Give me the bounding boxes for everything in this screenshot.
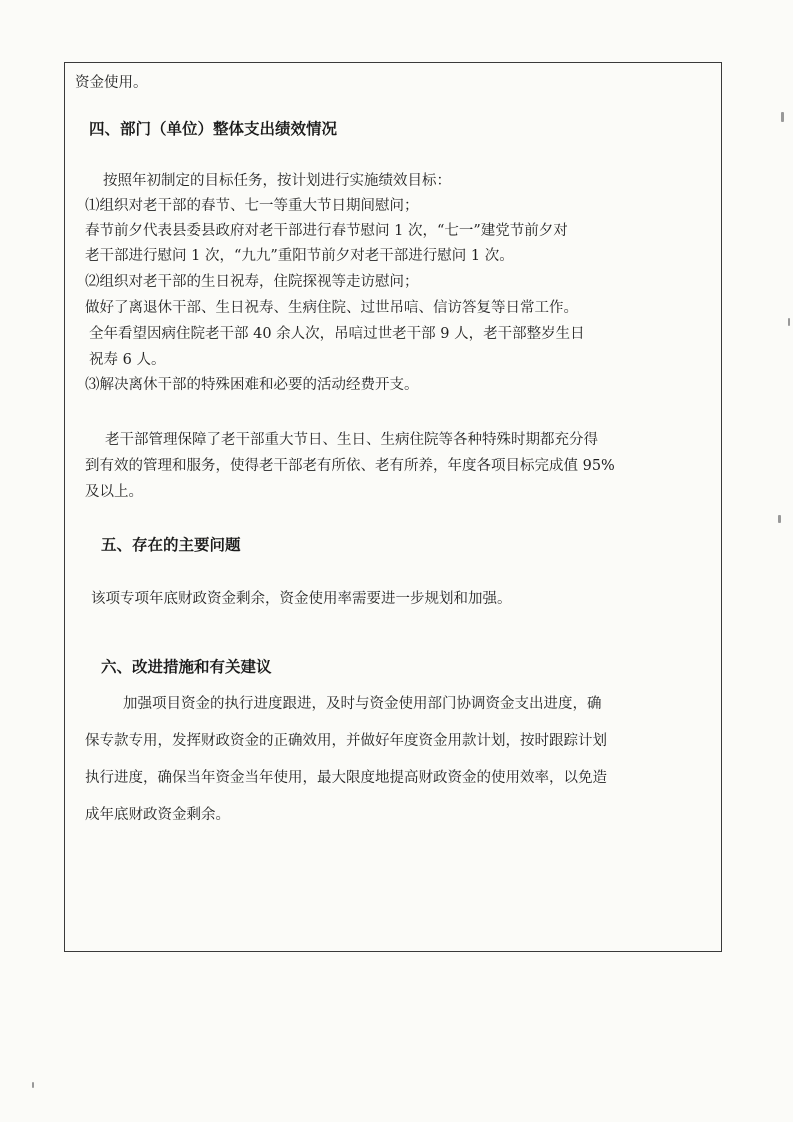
section6-line-4: 成年底财政资金剩余。 xyxy=(85,807,230,823)
section6-line-3: 执行进度，确保当年资金当年使用，最大限度地提高财政资金的使用效率，以免造 xyxy=(85,770,607,786)
section6-line-2: 保专款专用，发挥财政资金的正确效用，并做好年度资金用款计划，按时跟踪计划 xyxy=(85,733,607,749)
scan-speck xyxy=(778,515,781,523)
section5-text: 该项专项年底财政资金剩余，资金使用率需要进一步规划和加强。 xyxy=(91,591,512,607)
section4-summary-line-3: 及以上。 xyxy=(85,484,143,500)
section5-heading: 五、存在的主要问题 xyxy=(101,536,241,554)
section4-line-9: ⑶解决离休干部的特殊困难和必要的活动经费开支。 xyxy=(85,377,419,393)
section4-summary-line-1: 老干部管理保障了老干部重大节日、生日、生病住院等各种特殊时期都充分得 xyxy=(105,432,598,448)
section4-line-6: 做好了离退休干部、生日祝寿、生病住院、过世吊唁、信访答复等日常工作。 xyxy=(85,300,578,316)
section6-line-1: 加强项目资金的执行进度跟进，及时与资金使用部门协调资金支出进度，确 xyxy=(123,696,602,712)
section4-line-5: ⑵组织对老干部的生日祝寿，住院探视等走访慰问； xyxy=(85,274,419,290)
section4-line-3: 春节前夕代表县委县政府对老干部进行春节慰问 1 次，“七一”建党节前夕对 xyxy=(85,223,568,239)
section4-line-4: 老干部进行慰问 1 次，“九九”重阳节前夕对老干部进行慰问 1 次。 xyxy=(85,248,514,264)
scan-speck xyxy=(788,318,790,326)
section4-line-1: 按照年初制定的目标任务，按计划进行实施绩效目标： xyxy=(103,173,451,189)
scan-speck xyxy=(32,1082,34,1088)
scan-speck xyxy=(781,112,784,122)
section4-line-7: 全年看望因病住院老干部 40 余人次，吊唁过世老干部 9 人，老干部整岁生日 xyxy=(89,326,585,342)
section4-line-8: 祝寿 6 人。 xyxy=(89,352,166,368)
document-border xyxy=(64,62,722,952)
section6-heading: 六、改进措施和有关建议 xyxy=(101,658,272,676)
section4-summary-line-2: 到有效的管理和服务，使得老干部老有所依、老有所养，年度各项目标完成值 95% xyxy=(85,458,615,474)
section4-line-2: ⑴组织对老干部的春节、七一等重大节日期间慰问； xyxy=(85,198,419,214)
section4-heading: 四、部门（单位）整体支出绩效情况 xyxy=(89,120,338,138)
intro-tail-text: 资金使用。 xyxy=(75,75,148,91)
